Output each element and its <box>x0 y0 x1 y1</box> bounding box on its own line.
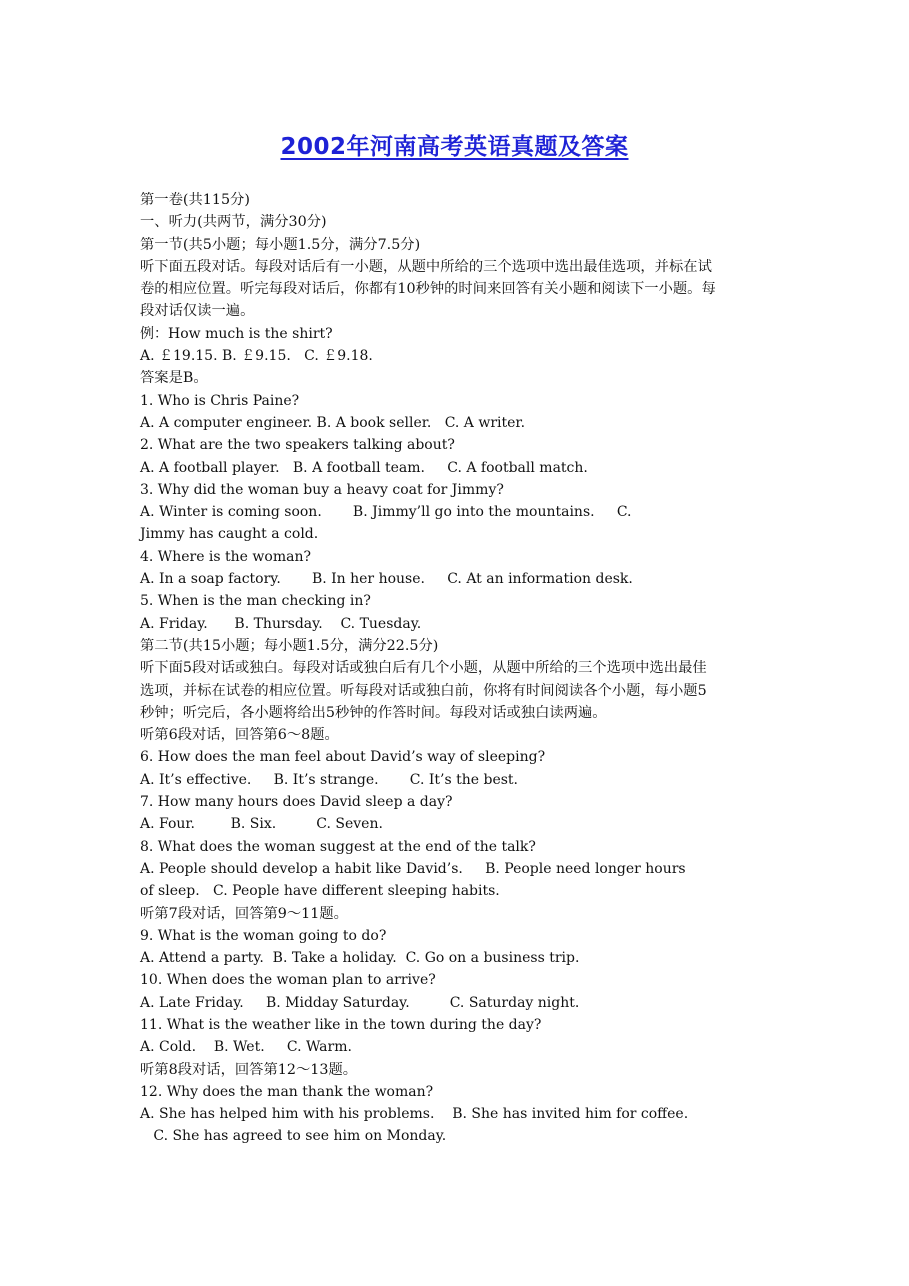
text-line: 5. When is the man checking in? <box>140 593 371 610</box>
text-line: 秒钟；听完后，各小题将给出5秒钟的作答时间。每段对话或独白读两遍。 <box>140 704 607 721</box>
text-line: Jimmy has caught a cold. <box>140 526 319 543</box>
text-line: 第二节(共15小题；每小题1.5分，满分22.5分) <box>140 637 439 654</box>
text-line: 10. When does the woman plan to arrive? <box>140 972 436 989</box>
text-line: 12. Why does the man thank the woman? <box>140 1083 434 1100</box>
text-line: A. People should develop a habit like David’s. B. People need longer hours <box>140 860 686 877</box>
text-line: 11. What is the weather like in the town during the day? <box>140 1016 542 1033</box>
text-line: 9. What is the woman going to do? <box>140 927 387 944</box>
text-line: A. Friday. B. Thursday. C. Tuesday. <box>140 615 422 632</box>
text-line: 第一卷(共115分) <box>140 192 250 208</box>
text-line: A. Winter is coming soon. B. Jimmy’ll go into the mountains. C. <box>140 504 632 521</box>
text-line: A. Four. B. Six. C. Seven. <box>140 816 383 833</box>
text-line: A. ￡19.15. B. ￡9.15. C. ￡9.18. <box>140 348 373 365</box>
text-line: 听第7段对话，回答第9～11题。 <box>140 905 348 922</box>
document-title: 2002年河南高考英语真题及答案 <box>280 134 629 160</box>
text-line: A. Cold. B. Wet. C. Warm. <box>140 1039 352 1056</box>
text-line: 2. What are the two speakers talking about? <box>140 437 455 454</box>
text-line: A. A computer engineer. B. A book seller. C. A writer. <box>140 414 526 431</box>
text-line: 听第8段对话，回答第12～13题。 <box>140 1061 358 1078</box>
text-line: of sleep. C. People have different sleeping habits. <box>140 883 500 900</box>
text-line: 听下面五段对话。每段对话后有一小题，从题中所给的三个选项中选出最佳选项，并标在试 <box>140 258 712 275</box>
text-line: C. She has agreed to see him on Monday. <box>140 1128 447 1145</box>
text-line: 3. Why did the woman buy a heavy coat for Jimmy? <box>140 481 504 498</box>
text-line: A. It’s effective. B. It’s strange. C. It’s the best. <box>140 771 518 788</box>
text-line: 1. Who is Chris Paine? <box>140 392 300 409</box>
text-line: 一、听力(共两节，满分30分) <box>140 214 327 231</box>
text-line: 7. How many hours does David sleep a day? <box>140 794 453 811</box>
text-line: A. Late Friday. B. Midday Saturday. C. Saturday night. <box>140 994 580 1011</box>
text-line: 卷的相应位置。听完每段对话后，你都有10秒钟的时间来回答有关小题和阅读下一小题。每 <box>140 281 716 298</box>
text-line: 选项，并标在试卷的相应位置。听每段对话或独白前，你将有时间阅读各个小题，每小题5 <box>140 682 707 699</box>
text-line: 6. How does the man feel about David’s way of sleeping? <box>140 749 546 766</box>
text-line: 第一节(共5小题；每小题1.5分，满分7.5分) <box>140 236 421 253</box>
text-line: 4. Where is the woman? <box>140 548 311 565</box>
text-line: A. She has helped him with his problems. B. She has invited him for coffee. <box>140 1106 689 1123</box>
text-line: 听第6段对话，回答第6～8题。 <box>140 727 339 744</box>
text-line: A. Attend a party. B. Take a holiday. C. Go on a business trip. <box>140 950 580 967</box>
document-body <box>140 189 790 1148</box>
text-line: 段对话仅读一遍。 <box>140 303 255 320</box>
text-line: A. In a soap factory. B. In her house. C. At an information desk. <box>140 571 633 588</box>
text-line: A. A football player. B. A football team. C. A football match. <box>140 459 588 476</box>
text-line: 听下面5段对话或独白。每段对话或独白后有几个小题，从题中所给的三个选项中选出最佳 <box>140 660 707 677</box>
text-line: 8. What does the woman suggest at the end of the talk? <box>140 838 536 855</box>
text-line: 答案是B。 <box>140 370 208 387</box>
text-line: 例：How much is the shirt? <box>140 325 333 342</box>
